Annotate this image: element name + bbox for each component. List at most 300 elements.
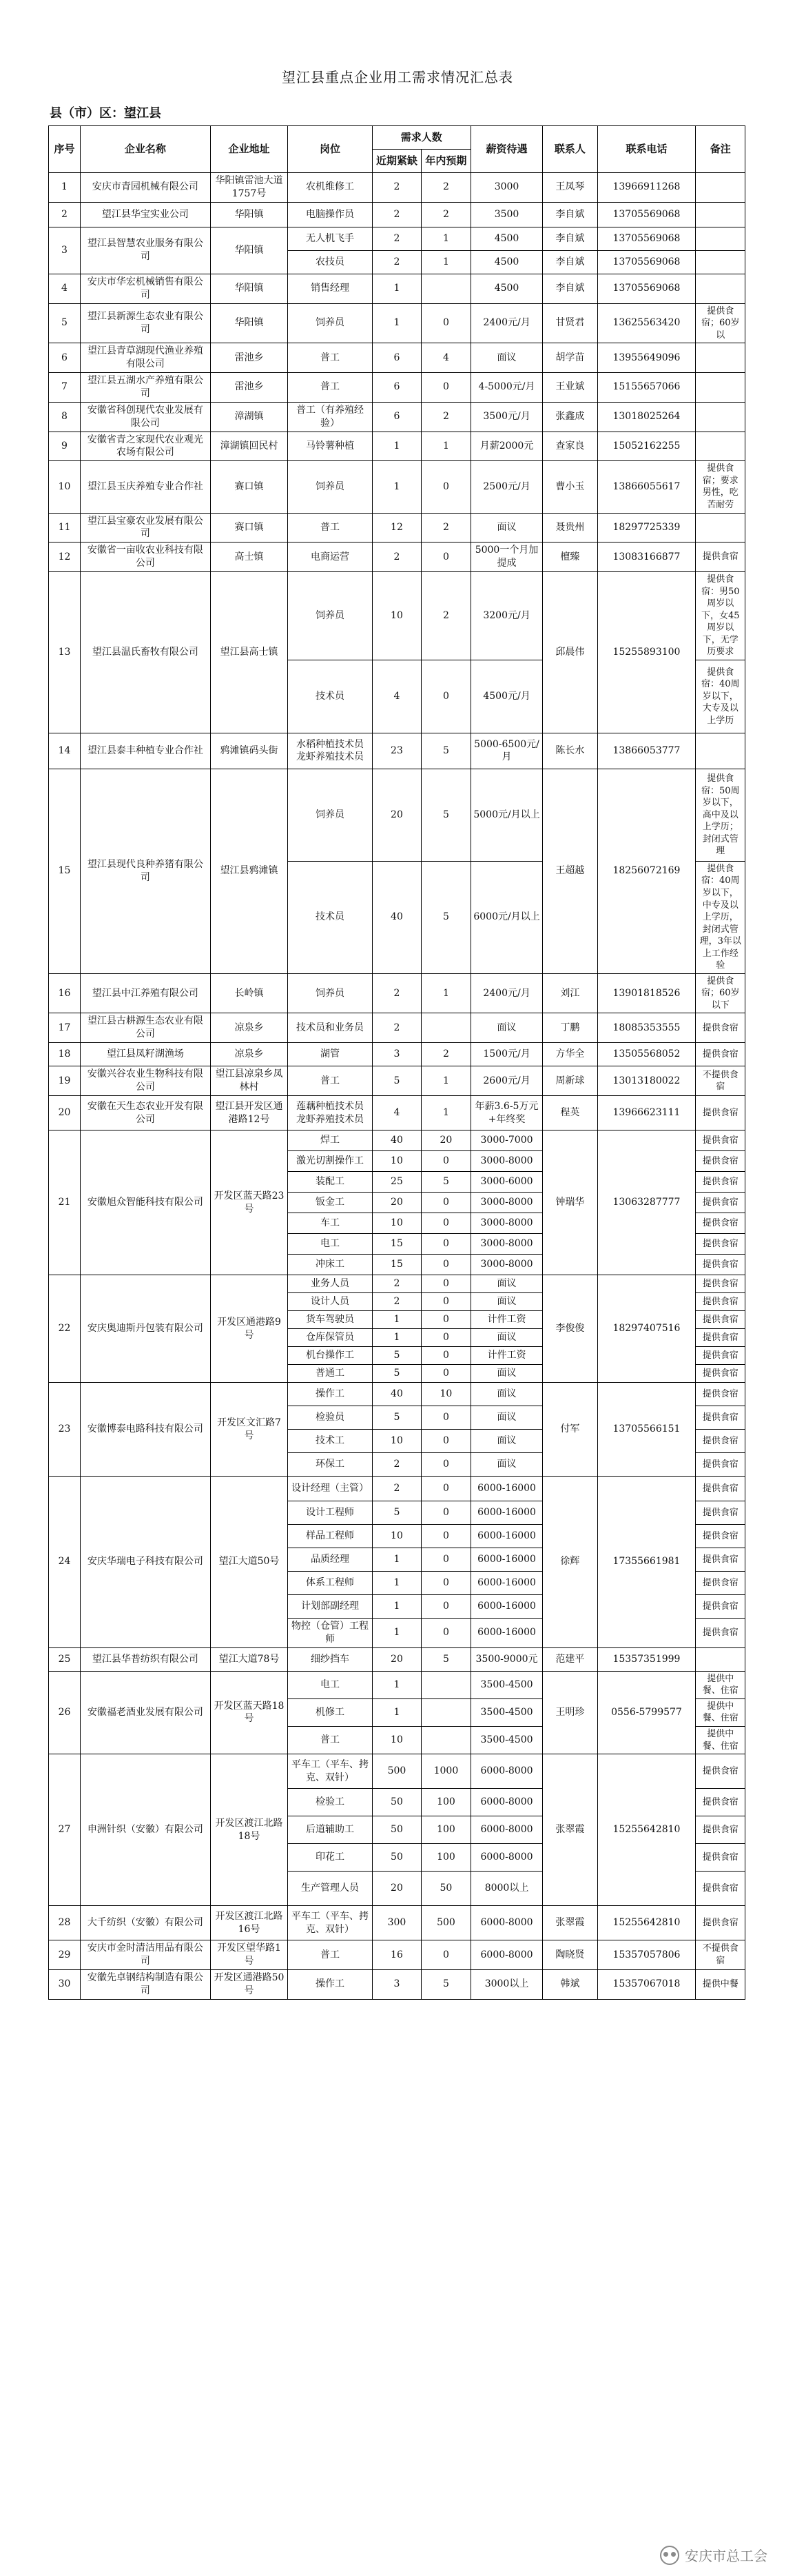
cell-position: 设计经理（主管） <box>288 1477 373 1501</box>
cell-contact-name: 李自斌 <box>543 227 597 250</box>
cell-contact-phone: 18256072169 <box>597 769 696 973</box>
cell-position: 生产管理人员 <box>288 1872 373 1906</box>
cell-company-name: 望江县华普纺织有限公司 <box>80 1647 210 1671</box>
cell-demand-now: 1 <box>372 1311 421 1329</box>
cell-demand-expected: 0 <box>422 1940 471 1970</box>
cell-position: 装配工 <box>288 1172 373 1193</box>
cell-position: 饲养员 <box>288 461 373 513</box>
cell-row-no: 24 <box>49 1477 81 1648</box>
table-row <box>49 461 745 513</box>
cell-position: 技术员和业务员 <box>288 1013 373 1043</box>
cell-position: 设计人员 <box>288 1293 373 1311</box>
cell-salary: 4500元/月 <box>471 660 543 733</box>
cell-note: 提供食宿 <box>696 542 745 572</box>
cell-position: 平车工（平车、拷克、双针） <box>288 1906 373 1940</box>
cell-position: 饲养员 <box>288 769 373 861</box>
cell-contact-name: 丁鹏 <box>543 1013 597 1043</box>
cell-note: 提供食宿：40周岁以下，大专及以上学历 <box>696 660 745 733</box>
cell-demand-expected: 2 <box>422 513 471 542</box>
job-demand-table <box>48 125 745 2000</box>
cell-company-address: 雷池乡 <box>210 343 287 373</box>
cell-company-address: 华阳镇 <box>210 227 287 274</box>
cell-contact-name: 钟瑞华 <box>543 1130 597 1275</box>
cell-salary: 3000-8000 <box>471 1193 543 1213</box>
cell-salary: 面议 <box>471 1013 543 1043</box>
cell-contact-phone: 15255642810 <box>597 1754 696 1906</box>
cell-note: 提供食宿；60岁以 <box>696 303 745 343</box>
cell-demand-now: 1 <box>372 1619 421 1648</box>
cell-company-address: 开发区渡江北路18号 <box>210 1754 287 1906</box>
cell-company-address: 鸦滩镇码头街 <box>210 733 287 769</box>
table-row <box>49 1275 745 1293</box>
cell-note <box>696 343 745 373</box>
cell-demand-now: 500 <box>372 1754 421 1789</box>
cell-note: 提供食宿 <box>696 1365 745 1383</box>
cell-row-no: 28 <box>49 1906 81 1940</box>
cell-demand-now: 40 <box>372 1130 421 1151</box>
cell-note: 提供中餐、住宿 <box>696 1698 745 1726</box>
table-row <box>49 227 745 250</box>
cell-salary: 4-5000元/月 <box>471 372 543 402</box>
cell-company-name: 安徽旭众智能科技有限公司 <box>80 1130 210 1275</box>
cell-note: 提供食宿 <box>696 1151 745 1172</box>
cell-contact-phone: 15357351999 <box>597 1647 696 1671</box>
cell-demand-now: 3 <box>372 1043 421 1066</box>
cell-contact-phone: 13013180022 <box>597 1066 696 1096</box>
cell-salary: 3000-8000 <box>471 1255 543 1275</box>
cell-note <box>696 202 745 227</box>
cell-demand-now: 1 <box>372 1548 421 1572</box>
wechat-icon <box>660 2546 679 2565</box>
cell-company-address: 赛口镇 <box>210 461 287 513</box>
cell-row-no: 10 <box>49 461 81 513</box>
cell-demand-now: 40 <box>372 861 421 973</box>
cell-company-name: 安庆市金时清洁用品有限公司 <box>80 1940 210 1970</box>
cell-position: 技术员 <box>288 660 373 733</box>
cell-demand-expected: 0 <box>422 1151 471 1172</box>
cell-position: 后道辅助工 <box>288 1816 373 1844</box>
cell-demand-expected: 0 <box>422 1234 471 1255</box>
cell-demand-expected: 0 <box>422 1365 471 1383</box>
cell-position: 普工 <box>288 1066 373 1096</box>
cell-company-address: 望江大道78号 <box>210 1647 287 1671</box>
cell-demand-expected <box>422 1698 471 1726</box>
cell-contact-name: 韩斌 <box>543 1969 597 1999</box>
cell-demand-expected: 100 <box>422 1816 471 1844</box>
cell-company-name: 安庆市华宏机械销售有限公司 <box>80 274 210 303</box>
cell-contact-name: 王明珍 <box>543 1671 597 1754</box>
cell-company-address: 高士镇 <box>210 542 287 572</box>
cell-position: 农机维修工 <box>288 173 373 203</box>
cell-note: 提供食宿 <box>696 1043 745 1066</box>
cell-demand-now: 2 <box>372 1013 421 1043</box>
cell-demand-expected: 2 <box>422 1043 471 1066</box>
cell-salary: 面议 <box>471 1365 543 1383</box>
cell-demand-now: 20 <box>372 769 421 861</box>
cell-company-address: 开发区通港路50号 <box>210 1969 287 1999</box>
cell-salary: 6000-16000 <box>471 1477 543 1501</box>
cell-demand-now: 1 <box>372 1671 421 1698</box>
cell-row-no: 18 <box>49 1043 81 1066</box>
cell-demand-expected: 0 <box>422 660 471 733</box>
cell-note: 提供食宿 <box>696 1275 745 1293</box>
cell-demand-now: 1 <box>372 1572 421 1595</box>
cell-position: 检验员 <box>288 1406 373 1430</box>
table-row <box>49 1671 745 1698</box>
cell-demand-now: 5 <box>372 1501 421 1525</box>
cell-company-address: 华阳镇雷池大道1757号 <box>210 173 287 203</box>
cell-note: 提供食宿 <box>696 1572 745 1595</box>
cell-note: 提供食宿 <box>696 1754 745 1789</box>
cell-company-name: 望江县智慧农业服务有限公司 <box>80 227 210 274</box>
cell-demand-now: 2 <box>372 227 421 250</box>
cell-note: 提供食宿 <box>696 1234 745 1255</box>
cell-contact-phone: 13705569068 <box>597 202 696 227</box>
cell-contact-name: 檀臻 <box>543 542 597 572</box>
cell-salary: 5000一个月加提成 <box>471 542 543 572</box>
cell-note <box>696 432 745 461</box>
cell-row-no: 2 <box>49 202 81 227</box>
cell-position: 技术工 <box>288 1430 373 1453</box>
cell-position: 湖管 <box>288 1043 373 1066</box>
cell-demand-expected: 2 <box>422 572 471 660</box>
cell-demand-expected: 50 <box>422 1872 471 1906</box>
cell-note: 提供食宿 <box>696 1293 745 1311</box>
cell-salary: 6000-8000 <box>471 1906 543 1940</box>
cell-demand-now: 23 <box>372 733 421 769</box>
cell-demand-now: 20 <box>372 1872 421 1906</box>
table-row <box>49 733 745 769</box>
cell-note: 提供中餐 <box>696 1969 745 1999</box>
cell-demand-now: 2 <box>372 1453 421 1477</box>
cell-demand-expected <box>422 274 471 303</box>
cell-note: 提供中餐、住宿 <box>696 1727 745 1754</box>
cell-demand-now: 12 <box>372 513 421 542</box>
cell-contact-phone: 13901818526 <box>597 973 696 1013</box>
cell-salary: 6000-8000 <box>471 1844 543 1872</box>
cell-contact-phone: 13955649096 <box>597 343 696 373</box>
cell-demand-expected <box>422 1727 471 1754</box>
cell-salary: 3000-8000 <box>471 1151 543 1172</box>
cell-contact-name: 王凤琴 <box>543 173 597 203</box>
cell-company-address: 开发区通港路9号 <box>210 1275 287 1383</box>
cell-note <box>696 1647 745 1671</box>
cell-contact-name: 刘江 <box>543 973 597 1013</box>
table-row <box>49 173 745 203</box>
table-row <box>49 1066 745 1096</box>
cell-position: 农技员 <box>288 250 373 274</box>
cell-note <box>696 274 745 303</box>
cell-demand-expected: 0 <box>422 1525 471 1548</box>
cell-salary: 3500-9000元 <box>471 1647 543 1671</box>
cell-demand-expected: 20 <box>422 1130 471 1151</box>
cell-salary: 4500 <box>471 274 543 303</box>
cell-salary: 面议 <box>471 1293 543 1311</box>
cell-demand-now: 1 <box>372 432 421 461</box>
cell-contact-phone: 17355661981 <box>597 1477 696 1648</box>
table-body <box>49 173 745 2000</box>
cell-demand-now: 2 <box>372 1275 421 1293</box>
header-company: 企业名称 <box>80 126 210 173</box>
cell-position: 饲养员 <box>288 303 373 343</box>
cell-note: 提供食宿；要求男性，吃苦耐劳 <box>696 461 745 513</box>
cell-position: 环保工 <box>288 1453 373 1477</box>
table-row <box>49 1969 745 1999</box>
cell-contact-name: 张翠霞 <box>543 1906 597 1940</box>
cell-note: 提供食宿 <box>696 1501 745 1525</box>
cell-demand-now: 4 <box>372 660 421 733</box>
region-label: 县（市）区：望江县 <box>50 106 161 121</box>
cell-demand-now: 10 <box>372 1151 421 1172</box>
cell-company-name: 望江县新源生态农业有限公司 <box>80 303 210 343</box>
cell-row-no: 15 <box>49 769 81 973</box>
cell-row-no: 5 <box>49 303 81 343</box>
cell-contact-phone: 13505568052 <box>597 1043 696 1066</box>
cell-note: 提供食宿 <box>696 1816 745 1844</box>
cell-contact-phone: 13866053777 <box>597 733 696 769</box>
cell-demand-expected: 1 <box>422 227 471 250</box>
cell-contact-phone: 13866055617 <box>597 461 696 513</box>
cell-salary: 6000-16000 <box>471 1595 543 1619</box>
cell-demand-now: 25 <box>372 1172 421 1193</box>
cell-demand-now: 5 <box>372 1347 421 1365</box>
cell-contact-name: 陈长水 <box>543 733 597 769</box>
cell-salary: 3000以上 <box>471 1969 543 1999</box>
cell-demand-expected: 5 <box>422 861 471 973</box>
cell-position: 普工 <box>288 1940 373 1970</box>
cell-position: 莲藕种植技术员 龙虾养殖技术员 <box>288 1096 373 1130</box>
cell-note: 提供食宿 <box>696 1311 745 1329</box>
cell-salary: 年薪3.6-5万元+年终奖 <box>471 1096 543 1130</box>
cell-demand-expected: 5 <box>422 1969 471 1999</box>
cell-position: 印花工 <box>288 1844 373 1872</box>
cell-demand-now: 50 <box>372 1816 421 1844</box>
cell-demand-expected: 1 <box>422 973 471 1013</box>
cell-contact-name: 周新球 <box>543 1066 597 1096</box>
watermark-text: 安庆市总工会 <box>685 2548 767 2564</box>
table-row <box>49 274 745 303</box>
cell-demand-expected: 0 <box>422 1477 471 1501</box>
cell-row-no: 16 <box>49 973 81 1013</box>
cell-company-name: 望江县现代良种养猪有限公司 <box>80 769 210 973</box>
cell-note: 提供食宿 <box>696 1595 745 1619</box>
cell-salary: 面议 <box>471 513 543 542</box>
cell-demand-expected: 100 <box>422 1789 471 1816</box>
cell-note: 提供食宿 <box>696 1872 745 1906</box>
cell-contact-name: 付军 <box>543 1383 597 1477</box>
cell-position: 钣金工 <box>288 1193 373 1213</box>
cell-demand-expected: 0 <box>422 303 471 343</box>
cell-note: 提供食宿 <box>696 1329 745 1347</box>
cell-note: 提供食宿 <box>696 1525 745 1548</box>
cell-note: 提供食宿 <box>696 1844 745 1872</box>
cell-note: 提供食宿 <box>696 1347 745 1365</box>
cell-salary: 3000-6000 <box>471 1172 543 1193</box>
cell-demand-expected: 5 <box>422 1172 471 1193</box>
cell-company-address: 望江县凉泉乡凤林村 <box>210 1066 287 1096</box>
cell-contact-name: 邱晨伟 <box>543 572 597 733</box>
cell-demand-now: 5 <box>372 1066 421 1096</box>
cell-demand-expected: 10 <box>422 1383 471 1406</box>
cell-company-address: 赛口镇 <box>210 513 287 542</box>
table-row <box>49 1940 745 1970</box>
cell-demand-now: 10 <box>372 1727 421 1754</box>
cell-position: 技术员 <box>288 861 373 973</box>
cell-company-name: 望江县玉庆养殖专业合作社 <box>80 461 210 513</box>
cell-company-address: 开发区文汇路7号 <box>210 1383 287 1477</box>
cell-company-address: 凉泉乡 <box>210 1043 287 1066</box>
cell-position: 车工 <box>288 1213 373 1234</box>
cell-row-no: 25 <box>49 1647 81 1671</box>
cell-position: 机台操作工 <box>288 1347 373 1365</box>
header-no: 序号 <box>49 126 81 173</box>
cell-position: 普工 <box>288 1727 373 1754</box>
cell-demand-now: 20 <box>372 1647 421 1671</box>
cell-position: 水稻种植技术员 龙虾养殖技术员 <box>288 733 373 769</box>
cell-note: 提供食宿；60岁以下 <box>696 973 745 1013</box>
cell-demand-now: 50 <box>372 1844 421 1872</box>
cell-salary: 2400元/月 <box>471 973 543 1013</box>
cell-position: 马铃薯种植 <box>288 432 373 461</box>
cell-contact-name: 徐辉 <box>543 1477 597 1648</box>
cell-demand-expected: 0 <box>422 1293 471 1311</box>
cell-contact-phone: 15357057806 <box>597 1940 696 1970</box>
cell-position: 物控（仓管）工程师 <box>288 1619 373 1648</box>
cell-row-no: 30 <box>49 1969 81 1999</box>
cell-position: 操作工 <box>288 1383 373 1406</box>
cell-contact-phone: 18085353555 <box>597 1013 696 1043</box>
table-row <box>49 769 745 861</box>
header-demand-expected: 年内预期 <box>422 150 471 173</box>
cell-demand-expected: 0 <box>422 1430 471 1453</box>
cell-salary: 面议 <box>471 1453 543 1477</box>
cell-contact-phone: 13705569068 <box>597 227 696 250</box>
cell-note: 提供食宿 <box>696 1213 745 1234</box>
header-position: 岗位 <box>288 126 373 173</box>
cell-company-name: 安庆奥迪斯丹包装有限公司 <box>80 1275 210 1383</box>
cell-position: 品质经理 <box>288 1548 373 1572</box>
cell-company-address: 华阳镇 <box>210 202 287 227</box>
cell-row-no: 3 <box>49 227 81 274</box>
cell-demand-now: 3 <box>372 1969 421 1999</box>
cell-demand-now: 2 <box>372 202 421 227</box>
cell-note: 提供食宿 <box>696 1906 745 1940</box>
cell-company-address: 开发区蓝天路23号 <box>210 1130 287 1275</box>
cell-salary: 计件工资 <box>471 1311 543 1329</box>
cell-note: 不提供食宿 <box>696 1940 745 1970</box>
cell-demand-expected: 0 <box>422 372 471 402</box>
cell-company-name: 安徽福老酒业发展有限公司 <box>80 1671 210 1754</box>
cell-demand-expected: 0 <box>422 1501 471 1525</box>
cell-salary: 3000-7000 <box>471 1130 543 1151</box>
cell-note: 不提供食宿 <box>696 1066 745 1096</box>
cell-salary: 6000-16000 <box>471 1572 543 1595</box>
cell-note: 提供食宿 <box>696 1453 745 1477</box>
cell-demand-expected: 2 <box>422 402 471 432</box>
cell-contact-phone: 13705569068 <box>597 274 696 303</box>
cell-position: 设计工程师 <box>288 1501 373 1525</box>
cell-demand-expected: 5 <box>422 733 471 769</box>
cell-demand-now: 5 <box>372 1406 421 1430</box>
cell-row-no: 19 <box>49 1066 81 1096</box>
cell-salary: 3200元/月 <box>471 572 543 660</box>
page-title: 望江县重点企业用工需求情况汇总表 <box>282 69 513 85</box>
cell-demand-now: 1 <box>372 1698 421 1726</box>
cell-demand-expected: 0 <box>422 1406 471 1430</box>
cell-contact-name: 甘贤君 <box>543 303 597 343</box>
cell-note: 提供食宿 <box>696 1096 745 1130</box>
cell-contact-phone: 0556-5799577 <box>597 1671 696 1754</box>
cell-position: 普工 <box>288 372 373 402</box>
cell-contact-phone: 15255893100 <box>597 572 696 733</box>
cell-company-name: 安徽兴谷农业生物科技有限公司 <box>80 1066 210 1096</box>
cell-company-address: 漳湖镇 <box>210 402 287 432</box>
cell-contact-phone: 13083166877 <box>597 542 696 572</box>
cell-salary: 面议 <box>471 1406 543 1430</box>
cell-note: 提供食宿 <box>696 1255 745 1275</box>
cell-contact-name: 查家良 <box>543 432 597 461</box>
cell-salary: 2600元/月 <box>471 1066 543 1096</box>
cell-position: 普工 <box>288 343 373 373</box>
cell-demand-expected: 0 <box>422 1255 471 1275</box>
cell-demand-now: 4 <box>372 1096 421 1130</box>
table-row <box>49 973 745 1013</box>
cell-company-address: 开发区望华路1号 <box>210 1940 287 1970</box>
cell-contact-phone: 15052162255 <box>597 432 696 461</box>
cell-note <box>696 250 745 274</box>
cell-salary: 6000-16000 <box>471 1548 543 1572</box>
cell-company-address: 望江县高士镇 <box>210 572 287 733</box>
cell-company-name: 望江县古耕源生态农业有限公司 <box>80 1013 210 1043</box>
cell-note: 提供食宿：50周岁以下，高中及以上学历；封闭式管理 <box>696 769 745 861</box>
cell-company-address: 华阳镇 <box>210 303 287 343</box>
cell-position: 普通工 <box>288 1365 373 1383</box>
cell-demand-now: 10 <box>372 1213 421 1234</box>
cell-row-no: 21 <box>49 1130 81 1275</box>
cell-company-name: 安徽省青之家现代农业观光农场有限公司 <box>80 432 210 461</box>
cell-demand-now: 2 <box>372 173 421 203</box>
cell-demand-expected: 0 <box>422 542 471 572</box>
cell-demand-now: 6 <box>372 343 421 373</box>
table-row <box>49 1647 745 1671</box>
cell-position: 检验工 <box>288 1789 373 1816</box>
cell-salary: 3500-4500 <box>471 1671 543 1698</box>
cell-salary: 4500 <box>471 250 543 274</box>
cell-position: 货车驾驶员 <box>288 1311 373 1329</box>
table-row <box>49 202 745 227</box>
cell-salary: 1500元/月 <box>471 1043 543 1066</box>
cell-position: 电工 <box>288 1234 373 1255</box>
cell-row-no: 27 <box>49 1754 81 1906</box>
cell-contact-phone: 13063287777 <box>597 1130 696 1275</box>
cell-position: 普工（有养殖经验） <box>288 402 373 432</box>
cell-demand-expected: 0 <box>422 1311 471 1329</box>
header-phone: 联系电话 <box>597 126 696 173</box>
cell-salary: 面议 <box>471 1383 543 1406</box>
cell-contact-name: 李自斌 <box>543 250 597 274</box>
cell-company-name: 安徽省一亩收农业科技有限公司 <box>80 542 210 572</box>
cell-company-name: 望江县五湖水产养殖有限公司 <box>80 372 210 402</box>
table-row <box>49 513 745 542</box>
cell-demand-now: 300 <box>372 1906 421 1940</box>
cell-contact-name: 李自斌 <box>543 274 597 303</box>
table-row <box>49 1096 745 1130</box>
cell-salary: 3000-8000 <box>471 1234 543 1255</box>
cell-note <box>696 733 745 769</box>
header-note: 备注 <box>696 126 745 173</box>
cell-demand-now: 1 <box>372 274 421 303</box>
cell-position: 电脑操作员 <box>288 202 373 227</box>
